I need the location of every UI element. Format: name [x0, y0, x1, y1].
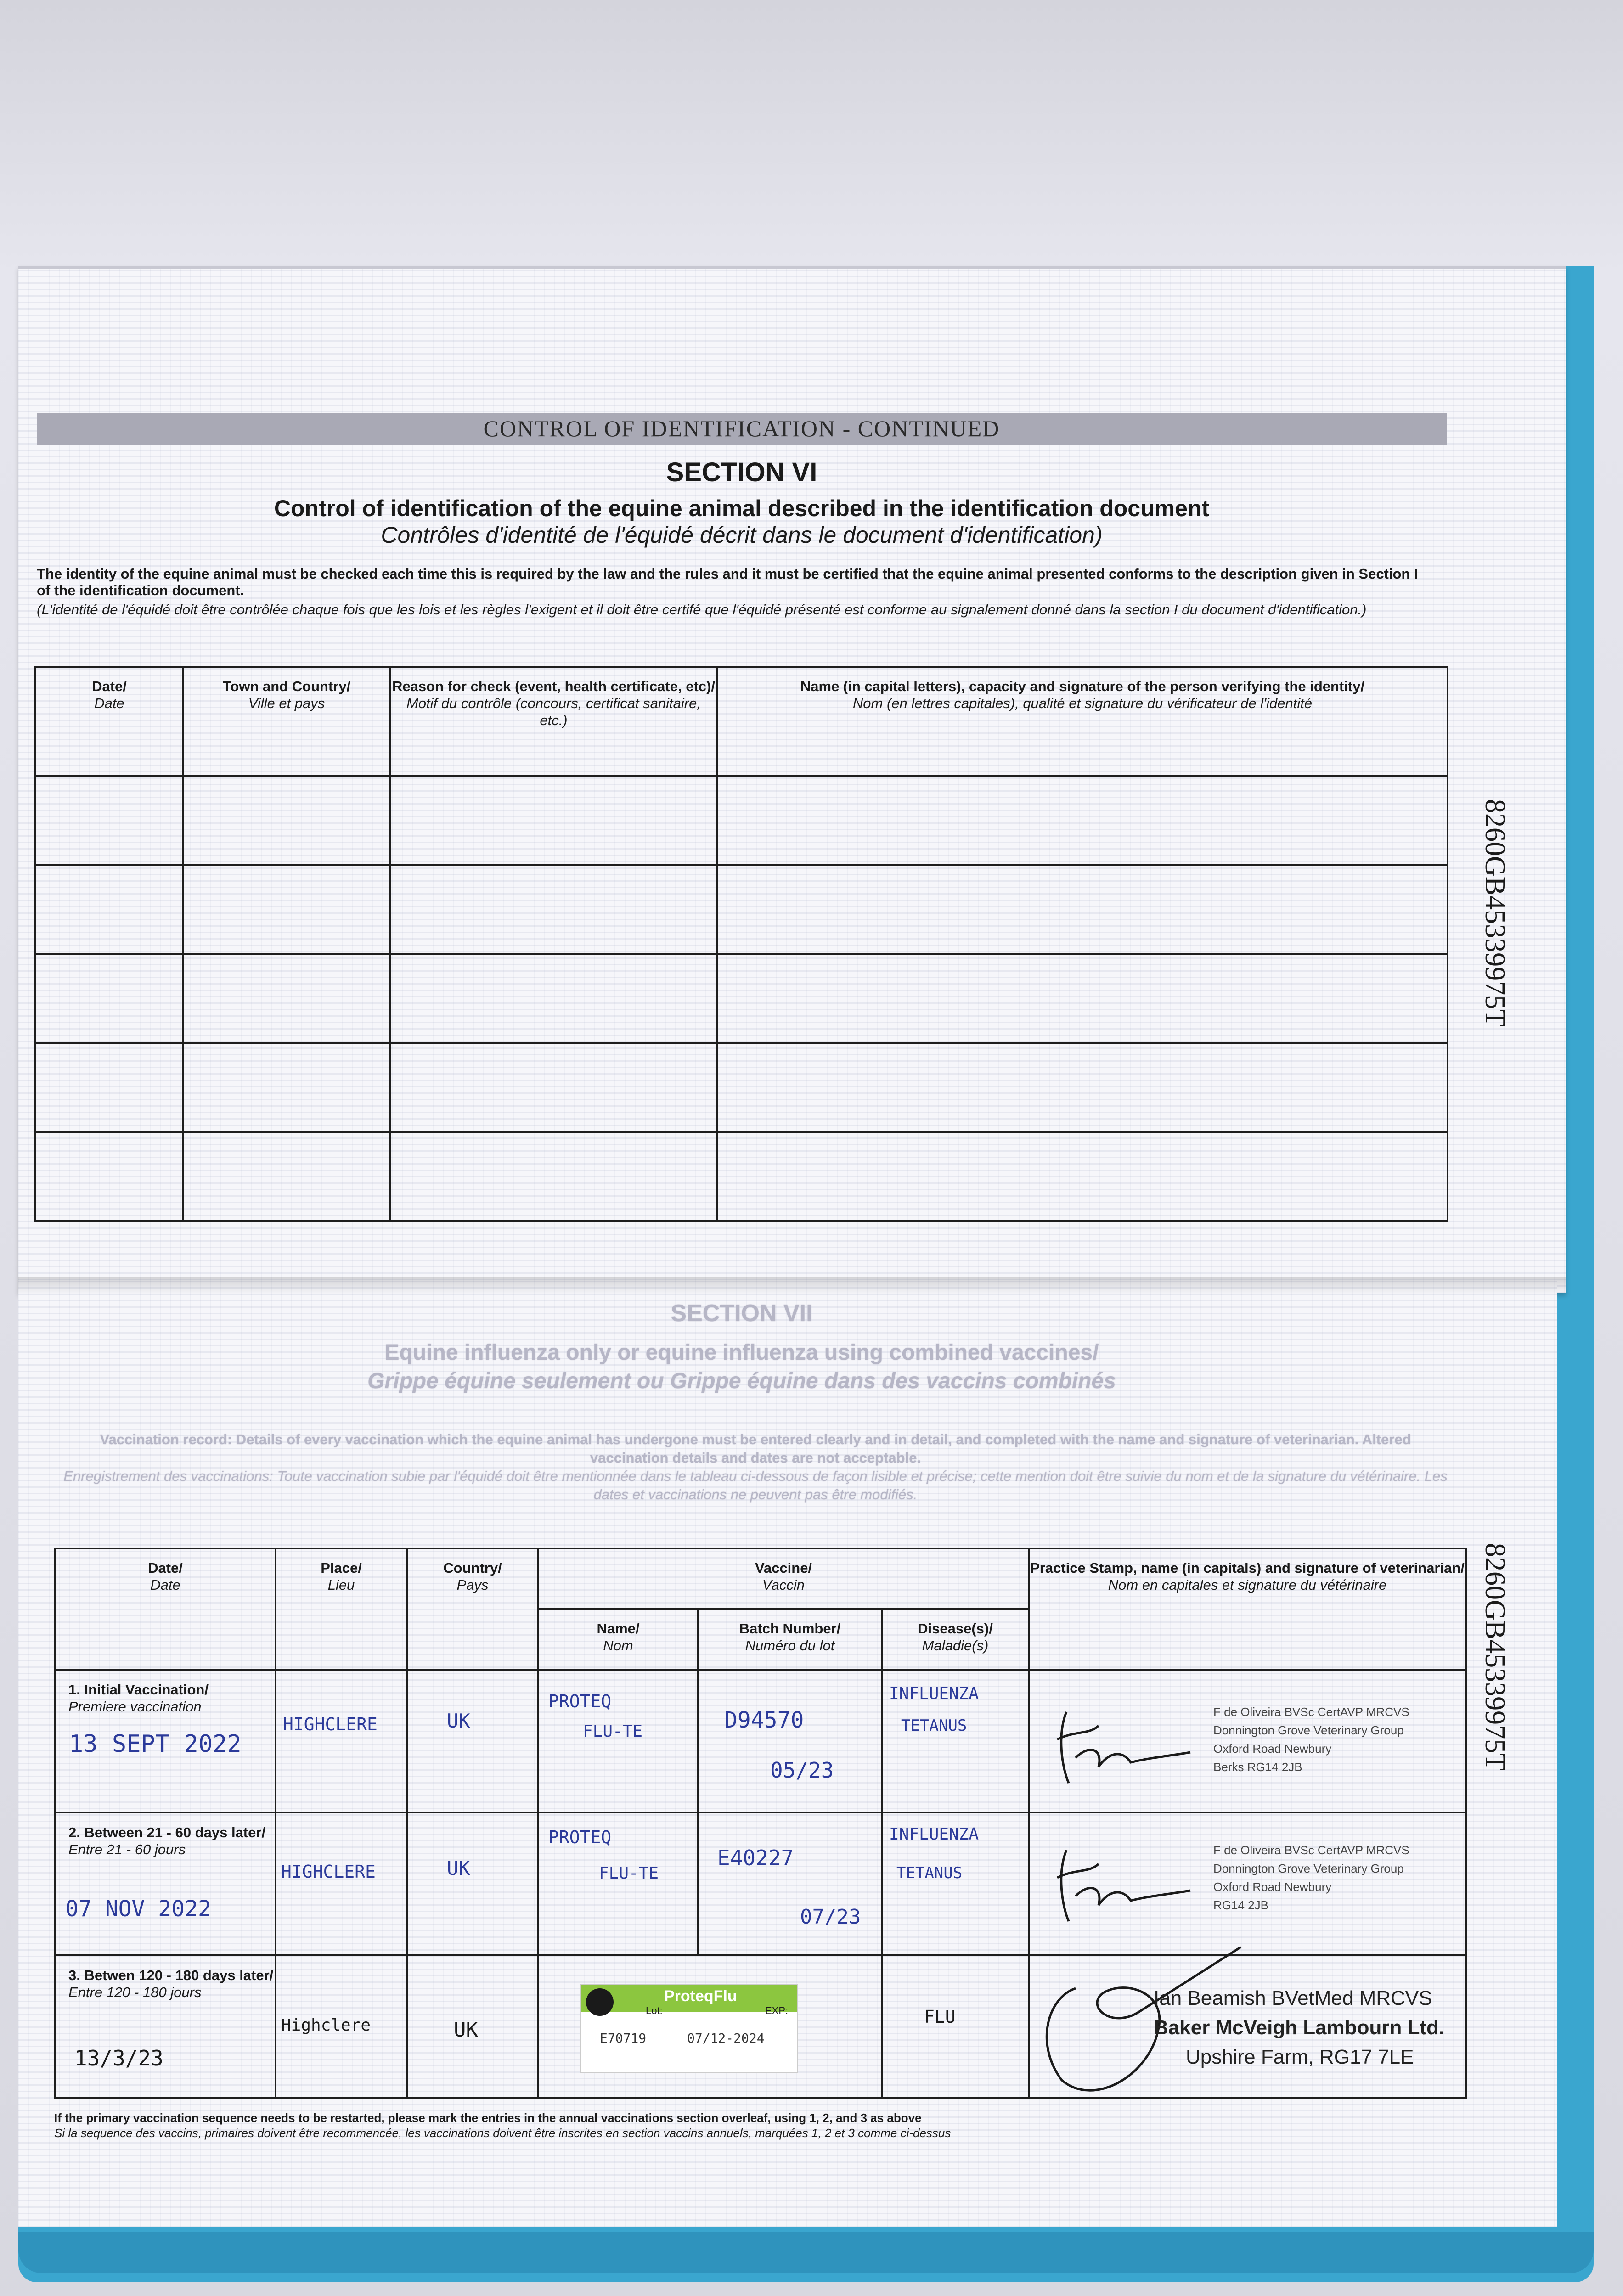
section-vii-note-fr: Enregistrement des vaccinations: Toute vaccination subie par l'équidé doit être mentionnée dans le tableau ci-dessous de façon lisible et précise; cette mention doit être suivie du nom et de la signature du vétérinaire. Les dates et vaccinations ne peuvent pas être modifiés. [63, 1468, 1448, 1503]
sticker-lot-label: Lot: [646, 2005, 663, 2016]
section-vi-note-fr: (L'identité de l'équidé doit être contrôlée chaque fois que les lois et les règles l'exigent et il doit être certifé que l'équidé présenté est conforme au signalement donné dans la section I du document d'identification.) [37, 602, 1367, 618]
vet-stamp-line: Oxford Road Newbury [1213, 1742, 1332, 1756]
vaccine-name: PROTEQ [548, 1691, 612, 1711]
footnote-en: If the primary vaccination sequence needs to be restarted, please mark the entries in the annual vaccinations section overleaf, using 1, 2, and 3 as above [54, 2111, 922, 2125]
vet-stamp-line: Upshire Farm, RG17 7LE [1186, 2046, 1414, 2068]
section-vii-subtitle-fr: Grippe équine seulement ou Grippe équine dans des vaccins combinés [367, 1369, 1116, 1393]
disease: INFLUENZA [889, 1825, 979, 1844]
row-label-fr: Premiere vaccination [68, 1699, 202, 1715]
col-disease-header: Disease(s)/ Maladie(s) [882, 1609, 1029, 1670]
vaccination-country: UK [454, 2018, 478, 2042]
col-date-header: Date/ Date [55, 1548, 276, 1670]
row-label: 1. Initial Vaccination/ [68, 1682, 209, 1698]
col-batch-header: Batch Number/ Numéro du lot [698, 1609, 882, 1670]
vaccination-place: HIGHCLERE [281, 1862, 376, 1882]
table-row [35, 1043, 1448, 1132]
col-country-header: Country/ Pays [407, 1548, 538, 1670]
batch-number: D94570 [724, 1707, 804, 1733]
serial-number-top: 8260GB45339975T [1479, 799, 1510, 1027]
identification-check-table [34, 666, 1448, 1222]
section-band-text: CONTROL OF IDENTIFICATION - CONTINUED [483, 416, 1000, 441]
section-vi-title: SECTION VI [666, 457, 817, 487]
table-header-row [35, 667, 1448, 776]
vet-stamp-cell [1029, 1670, 1466, 1812]
section-vi-note-en: The identity of the equine animal must be checked each time this is required by the law and the rules and it must be certified that the equine animal presented conforms to the description given in Section I of the identification document. [37, 566, 1418, 598]
vet-stamp-line: Oxford Road Newbury [1213, 1880, 1332, 1894]
vet-stamp-line: Donnington Grove Veterinary Group [1213, 1862, 1404, 1875]
table-row [35, 776, 1448, 865]
col-place-header: Place/ Lieu [276, 1548, 407, 1670]
disease: INFLUENZA [889, 1684, 979, 1703]
vaccine-name: PROTEQ [548, 1827, 612, 1847]
passport-cover-edge [18, 2232, 1594, 2273]
sticker-exp: 07/12-2024 [687, 2031, 765, 2046]
section-vii-subtitle-en: Equine influenza only or equine influenza using combined vaccines/ [384, 1340, 1099, 1365]
vet-stamp-line: Donnington Grove Veterinary Group [1213, 1723, 1404, 1737]
page-fold [18, 1277, 1566, 1295]
row-label-fr: Entre 21 - 60 jours [68, 1841, 186, 1857]
table-row [35, 1132, 1448, 1221]
col-verifier-header: Name (in capital letters), capacity and signature of the person verifying the identity/ Nom (en lettres capitales), qualité et signature du vérificateur de l'identité [717, 667, 1448, 776]
row-date-cell [55, 1955, 276, 2098]
vaccination-country: UK [447, 1857, 470, 1880]
col-reason-header: Reason for check (event, health certificate, etc)/ Motif du contrôle (concours, certificat sanitaire, etc.) [390, 667, 717, 776]
disease-2: TETANUS [901, 1716, 967, 1735]
vaccine-sticker [580, 1984, 798, 2073]
vaccination-date: 07 NOV 2022 [65, 1896, 211, 1922]
vet-stamp-cell [1029, 1955, 1466, 2098]
footnote-fr: Si la sequence des vaccins, primaires doivent être recommencée, les vaccinations doivent être inscrites en section vaccins annuels, marquées 1, 2 et 3 comme ci-dessus [54, 2126, 951, 2140]
vaccination-date: 13 SEPT 2022 [69, 1730, 242, 1758]
row-label-fr: Entre 120 - 180 jours [68, 1984, 202, 2000]
table-row [55, 1670, 1466, 1812]
table-row [35, 954, 1448, 1043]
section-vii-note-en: Vaccination record: Details of every vaccination which the equine animal has undergone must be entered clearly and in detail, and completed with the name and signature of veterinarian. Altered vaccination details and dates are not acceptable. [100, 1431, 1411, 1466]
row-date-cell [55, 1812, 276, 1955]
vet-signature-icon [1048, 1836, 1200, 1928]
section-vii-title: SECTION VII [671, 1300, 813, 1327]
col-town-header: Town and Country/ Ville et pays [183, 667, 390, 776]
vaccination-country: UK [447, 1710, 470, 1732]
section-vi-heading-en: Control of identification of the equine animal described in the identification document [274, 495, 1210, 521]
row-label: 3. Betwen 120 - 180 days later/ [68, 1967, 274, 1983]
sticker-exp-label: EXP: [765, 2005, 789, 2016]
col-vet-header: Practice Stamp, name (in capitals) and signature of veterinarian/ Nom en capitales et signature du vétérinaire [1029, 1548, 1466, 1670]
batch-expiry: 05/23 [770, 1758, 834, 1783]
table-row [35, 865, 1448, 954]
col-vaccine-header: Vaccine/ Vaccin [538, 1548, 1029, 1609]
batch-expiry: 07/23 [800, 1905, 861, 1929]
serial-number-bottom: 8260GB45339975T [1479, 1543, 1510, 1771]
vet-stamp-line: F de Oliveira BVSc CertAVP MRCVS [1213, 1843, 1409, 1857]
vaccination-table [54, 1548, 1467, 2099]
table-row [55, 1955, 1466, 2098]
batch-number: E40227 [717, 1846, 794, 1870]
vet-signature-icon [1048, 1698, 1200, 1790]
disease: FLU [924, 2007, 956, 2027]
sticker-brand: ProteqFlu [664, 1987, 737, 2005]
table-header-row [55, 1548, 1466, 1609]
sticker-logo-icon [586, 1988, 614, 2016]
vet-stamp-line: RG14 2JB [1213, 1898, 1268, 1912]
vet-stamp-line: Baker McVeigh Lambourn Ltd. [1154, 2016, 1445, 2039]
vaccination-place: Highclere [281, 2016, 371, 2035]
vet-stamp-line: F de Oliveira BVSc CertAVP MRCVS [1213, 1705, 1409, 1719]
col-name-header: Name/ Nom [538, 1609, 698, 1670]
col-date-header: Date/ Date [35, 667, 183, 776]
section-vi-heading-fr: Contrôles d'identité de l'équidé décrit dans le document d'identification) [381, 522, 1103, 548]
vaccine-sticker-cell [538, 1955, 882, 2098]
sticker-lot: E70719 [600, 2031, 647, 2046]
vaccination-place: HIGHCLERE [283, 1714, 378, 1734]
vaccination-date: 13/3/23 [74, 2046, 163, 2071]
vet-stamp-line: Berks RG14 2JB [1213, 1760, 1302, 1774]
row-label: 2. Between 21 - 60 days later/ [68, 1824, 266, 1840]
row-date-cell [55, 1670, 276, 1812]
vaccine-name-2: FLU-TE [599, 1864, 659, 1883]
disease-2: TETANUS [896, 1864, 963, 1882]
vaccine-name-2: FLU-TE [583, 1722, 643, 1741]
vet-stamp-line: Ian Beamish BVetMed MRCVS [1154, 1987, 1432, 2009]
